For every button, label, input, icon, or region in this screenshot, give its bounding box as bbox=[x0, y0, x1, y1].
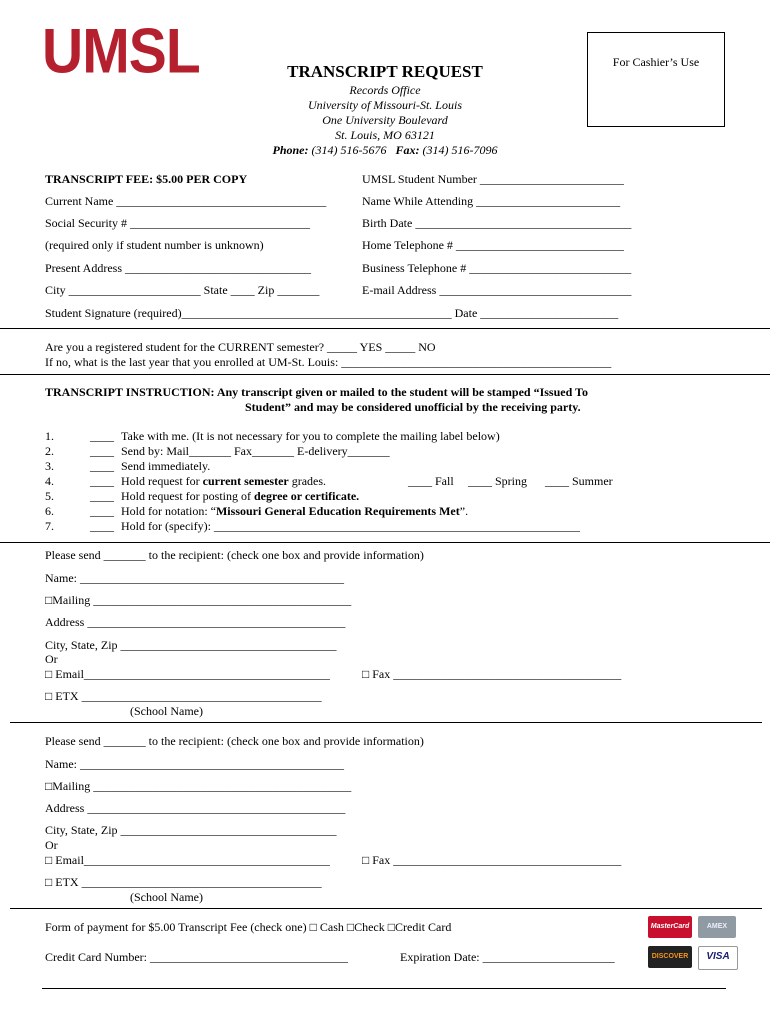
address-field[interactable]: Present Address _______________________________ bbox=[45, 261, 311, 275]
signature-field[interactable]: Student Signature (required)_____________________________________________ Date _______________________ bbox=[45, 306, 619, 320]
ssn-field[interactable]: Social Security # ______________________________ bbox=[45, 216, 310, 230]
instruction-text bbox=[121, 429, 500, 443]
recipient-etx[interactable]: □ ETX ________________________________________ bbox=[45, 875, 322, 889]
instruction-checkbox-blank[interactable]: ____ bbox=[90, 444, 114, 458]
instruction-text-part: Hold for (specify): _____________________________________________________________ bbox=[121, 519, 580, 533]
recipient-name[interactable]: Name: ____________________________________________ bbox=[45, 757, 344, 771]
instruction-number: 4. bbox=[45, 474, 54, 488]
divider bbox=[0, 374, 770, 375]
instruction-number: 5. bbox=[45, 489, 54, 503]
instruction-number: 7. bbox=[45, 519, 54, 533]
home-phone-field[interactable]: Home Telephone # ____________________________ bbox=[362, 238, 624, 252]
recipient-email[interactable]: □ Email_________________________________________ bbox=[45, 853, 330, 867]
recipient-or: Or bbox=[45, 652, 58, 666]
discover-logo: DISCOVER bbox=[648, 946, 692, 968]
recipient-city[interactable]: City, State, Zip ____________________________________ bbox=[45, 823, 337, 837]
phone-fax bbox=[190, 143, 580, 157]
instruction-text-part: Send immediately. bbox=[121, 459, 211, 473]
recipient-send[interactable]: Please send _______ to the recipient: (check one box and provide information) bbox=[45, 734, 424, 748]
instruction-heading: TRANSCRIPT INSTRUCTION: Any transcript given or mailed to the student will be stamped “Issued To bbox=[45, 385, 588, 399]
instruction-text-part: ”. bbox=[459, 504, 469, 518]
birth-date-field[interactable]: Birth Date ____________________________________ bbox=[362, 216, 632, 230]
recipient-email[interactable]: □ Email_________________________________________ bbox=[45, 667, 330, 681]
recipient-address[interactable]: Address ___________________________________________ bbox=[45, 615, 346, 629]
cashier-label: For Cashier’s Use bbox=[612, 55, 700, 69]
summer-option[interactable]: ____ Summer bbox=[545, 474, 613, 488]
divider bbox=[42, 988, 726, 989]
divider bbox=[0, 328, 770, 329]
instruction-text-part: Hold for notation: “ bbox=[121, 504, 216, 518]
instruction-heading-2: Student” and may be considered unofficial by the receiving party. bbox=[245, 400, 581, 414]
umsl-logo: UMSL bbox=[42, 15, 200, 87]
payment-method[interactable]: Form of payment for $5.00 Transcript Fee (check one) □ Cash □Check □Credit Card bbox=[45, 920, 452, 934]
email-field[interactable]: E-mail Address ________________________________ bbox=[362, 283, 632, 297]
instruction-checkbox-blank[interactable]: ____ bbox=[90, 519, 114, 533]
amex-logo: AMEX bbox=[698, 916, 736, 938]
instruction-checkbox-blank[interactable]: ____ bbox=[90, 504, 114, 518]
instruction-checkbox-blank[interactable]: ____ bbox=[90, 474, 114, 488]
instruction-text-part: grades. bbox=[288, 474, 327, 488]
divider bbox=[0, 542, 770, 543]
ssn-note: (required only if student number is unknown) bbox=[45, 238, 264, 252]
fax-label: Fax: bbox=[395, 143, 420, 157]
instruction-number: 1. bbox=[45, 429, 54, 443]
city-field[interactable]: City ______________________ State ____ Zip _______ bbox=[45, 283, 320, 297]
instruction-text-part: Hold request for bbox=[121, 474, 203, 488]
instruction-text bbox=[121, 519, 580, 533]
instruction-checkbox-blank[interactable]: ____ bbox=[90, 459, 114, 473]
fall-option[interactable]: ____ Fall bbox=[408, 474, 454, 488]
instruction-text bbox=[121, 504, 468, 518]
instruction-text-part: current semester bbox=[202, 474, 289, 488]
instruction-text-part: degree or certificate. bbox=[253, 489, 360, 503]
page-title: TRANSCRIPT REQUEST bbox=[287, 62, 483, 81]
enrollment-question[interactable]: Are you a registered student for the CURRENT semester? _____ YES _____ NO bbox=[45, 340, 436, 354]
recipient-fax[interactable]: □ Fax ______________________________________ bbox=[362, 853, 622, 867]
recipient-mailing[interactable]: □Mailing ___________________________________________ bbox=[45, 779, 352, 793]
instruction-number: 6. bbox=[45, 504, 54, 518]
instruction-text bbox=[121, 459, 210, 473]
last-year-field[interactable]: If no, what is the last year that you enrolled at UM-St. Louis: _____________________________________________ bbox=[45, 355, 612, 369]
school-name-caption: (School Name) bbox=[130, 704, 203, 718]
instruction-number: 3. bbox=[45, 459, 54, 473]
school-name-caption: (School Name) bbox=[130, 890, 203, 904]
recipient-mailing[interactable]: □Mailing ___________________________________________ bbox=[45, 593, 352, 607]
city-state: St. Louis, MO 63121 bbox=[335, 128, 435, 142]
student-number-field[interactable]: UMSL Student Number ________________________ bbox=[362, 172, 624, 186]
recipient-address[interactable]: Address ___________________________________________ bbox=[45, 801, 346, 815]
fee: TRANSCRIPT FEE: $5.00 PER COPY bbox=[45, 172, 248, 186]
recipient-fax[interactable]: □ Fax ______________________________________ bbox=[362, 667, 622, 681]
phone: (314) 516-5676 bbox=[311, 143, 387, 157]
instruction-text-part: Missouri General Education Requirements Met bbox=[215, 504, 460, 518]
recipient-name[interactable]: Name: ____________________________________________ bbox=[45, 571, 344, 585]
fax: (314) 516-7096 bbox=[422, 143, 498, 157]
instruction-text-part: Send by: Mail_______ Fax_______ E-delivery_______ bbox=[121, 444, 390, 458]
instruction-text-part: Take with me. (It is not necessary for you to complete the mailing label below) bbox=[121, 429, 500, 443]
instruction-checkbox-blank[interactable]: ____ bbox=[90, 489, 114, 503]
instruction-number: 2. bbox=[45, 444, 54, 458]
recipient-send[interactable]: Please send _______ to the recipient: (check one box and provide information) bbox=[45, 548, 424, 562]
phone-label: Phone: bbox=[272, 143, 309, 157]
card-number-field[interactable]: Credit Card Number: _________________________________ bbox=[45, 950, 348, 964]
instruction-checkbox-blank[interactable]: ____ bbox=[90, 429, 114, 443]
recipient-city[interactable]: City, State, Zip ____________________________________ bbox=[45, 638, 337, 652]
recipient-or: Or bbox=[45, 838, 58, 852]
divider bbox=[10, 908, 762, 909]
current-name-field[interactable]: Current Name ___________________________________ bbox=[45, 194, 327, 208]
expiration-field[interactable]: Expiration Date: ______________________ bbox=[400, 950, 615, 964]
university: University of Missouri-St. Louis bbox=[307, 98, 462, 112]
name-attending-field[interactable]: Name While Attending ________________________ bbox=[362, 194, 621, 208]
instruction-text bbox=[121, 474, 326, 488]
business-phone-field[interactable]: Business Telephone # ___________________________ bbox=[362, 261, 632, 275]
divider bbox=[10, 722, 762, 723]
street: One University Boulevard bbox=[322, 113, 448, 127]
mastercard-logo: MasterCard bbox=[648, 916, 692, 938]
visa-logo: VISA bbox=[698, 946, 738, 970]
office: Records Office bbox=[349, 83, 421, 97]
cashier-box bbox=[587, 32, 725, 127]
instruction-text bbox=[121, 489, 359, 503]
instruction-text bbox=[121, 444, 390, 458]
spring-option[interactable]: ____ Spring bbox=[468, 474, 528, 488]
recipient-etx[interactable]: □ ETX ________________________________________ bbox=[45, 689, 322, 703]
instruction-text-part: Hold request for posting of bbox=[121, 489, 254, 503]
